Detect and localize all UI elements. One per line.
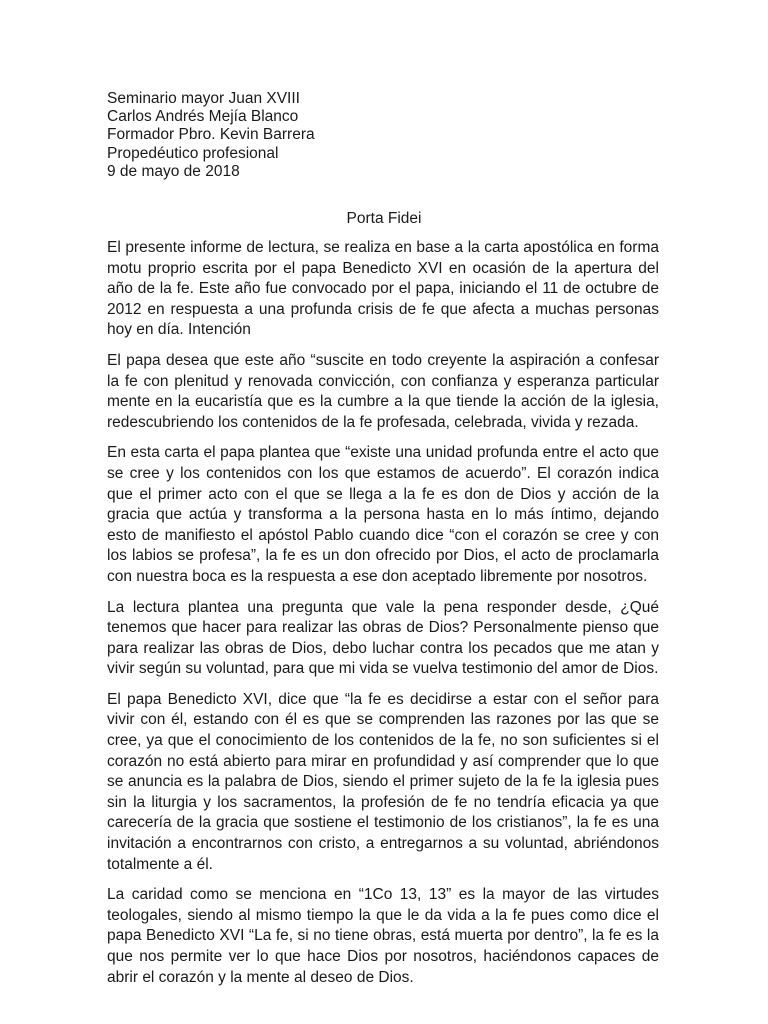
- paragraph-charity: La caridad como se menciona en “1Co 13, 13” es la mayor de las virtudes teologales, siendo al mismo tiempo la que le da vida a la fe pues como dice el papa Benedicto XVI “La fe, si no tiene obras, está muerta por dentro”, la fe es la que nos permite ver lo que hace Dios por nosotros, haciéndonos capaces de abrir el corazón y la mente al deseo de Dios.: [107, 886, 659, 986]
- document-body: [107, 238, 659, 998]
- header-author: Carlos Andrés Mejía Blanco: [107, 108, 299, 126]
- paragraph-unity-of-faith: En esta carta el papa plantea que “existe una unidad profunda entre el acto que se cree y los contenidos con los que estamos de acuerdo”. El corazón indica que el primer acto con el que se llega a la fe es don de Dios y acción de la gracia que actúa y transforma a la persona hasta en lo más íntimo, dejando esto de manifiesto el apóstol Pablo cuando dice “con el corazón se cree y con los labios se profesa”, la fe es un don ofrecido por Dios, el acto de proclamarla con nuestra boca es la respuesta a ese don aceptado libremente por nosotros.: [107, 444, 659, 585]
- header-seminary: Seminario mayor Juan XVIII: [107, 90, 300, 107]
- paragraph-intention: El papa desea que este año “suscite en todo creyente la aspiración a confesar la fe con plenitud y renovada convicción, con confianza y esperanza particular mente en la eucaristía que es la cumbre a la que tiende la acción de la iglesia, redescubriendo los contenidos de la fe profesada, celebrada, vivida y rezada.: [107, 351, 659, 431]
- paragraph-introduction: El presente informe de lectura, se realiza en base a la carta apostólica en forma motu proprio escrita por el papa Benedicto XVI en ocasión de la apertura del año de la fe. Este año fue convocado por el papa, iniciando el 11 de octubre de 2012 en respuesta a una profunda crisis de fe que afecta a muchas personas hoy en día. Intención: [107, 239, 659, 339]
- header-date: 9 de mayo de 2018: [107, 162, 240, 180]
- document-header: [107, 90, 315, 181]
- paragraph-deciding-faith: El papa Benedicto XVI, dice que “la fe es decidirse a estar con el señor para vivir con él, estando con él es que se comprenden las razones por las que se cree, ya que el conocimiento de los contenidos de la fe, no son suficientes si el corazón no está abierto para mirar en profundidad y así comprender que lo que se anuncia es la palabra de Dios, siendo el primer sujeto de la fe la iglesia pues sin la liturgia y los sacramentos, la profesión de fe no tendría eficacia ya que carecería de la gracia que sostiene el testimonio de los cristianos”, la fe es una invitación a encontrarnos con cristo, a entregarnos a su voluntad, abriéndonos totalmente a él.: [107, 690, 659, 873]
- header-mentor: Formador Pbro. Kevin Barrera: [107, 126, 315, 144]
- header-course: Propedéutico profesional: [107, 144, 279, 162]
- document-title: Porta Fidei: [346, 210, 422, 227]
- paragraph-question: La lectura plantea una pregunta que vale la pena responder desde, ¿Qué tenemos que hacer para realizar las obras de Dios? Personalmente pienso que para realizar las obras de Dios, debo luchar contra los pecados que me atan y vivir según su voluntad, para que mi vida se vuelva testimonio del amor de Dios.: [107, 598, 659, 678]
